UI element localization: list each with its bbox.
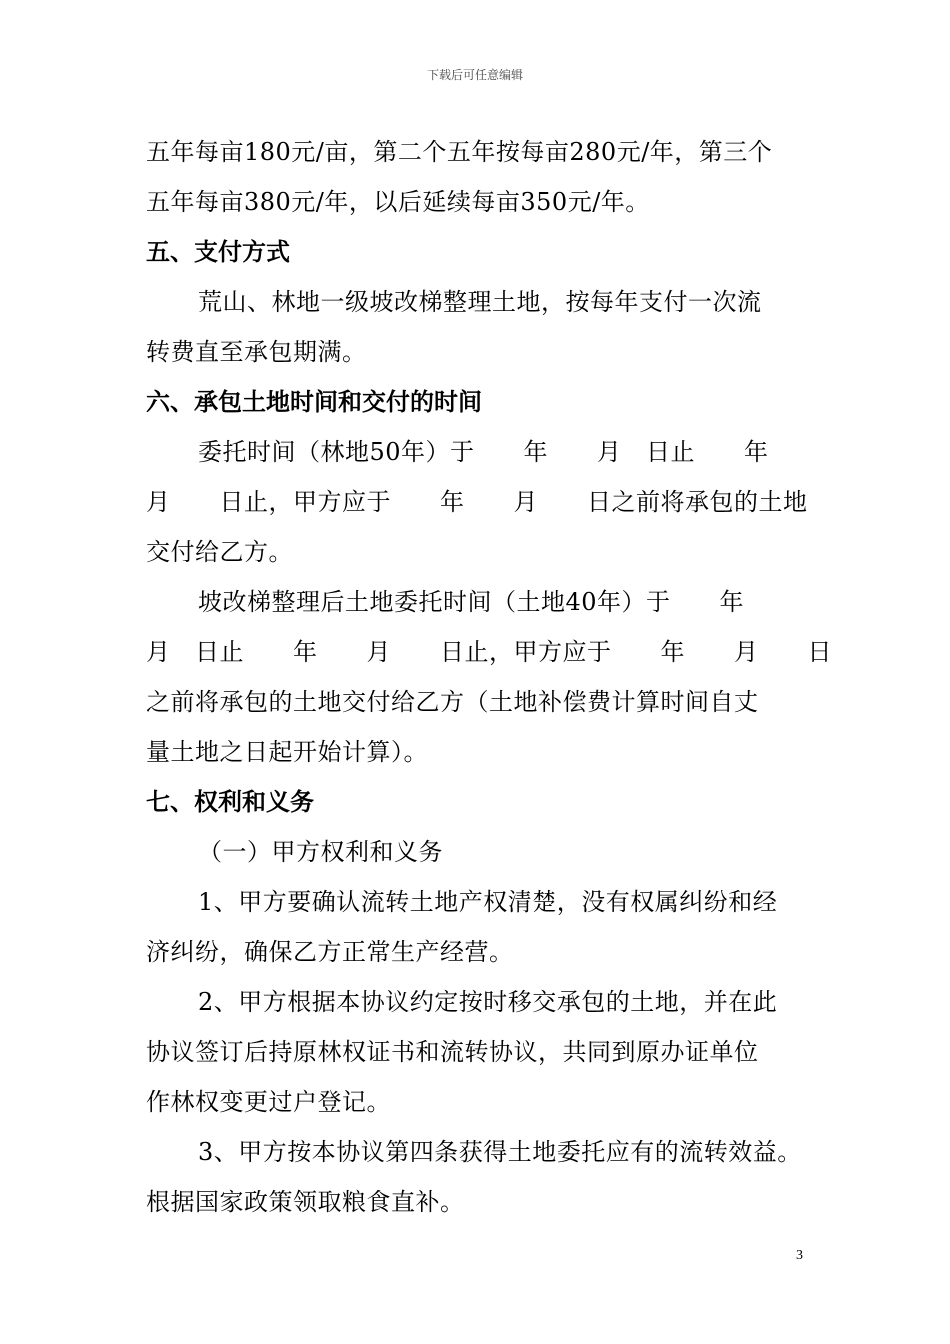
page-header: 下载后可任意编辑 [426, 68, 523, 82]
paragraph-line: 月 日止 年 月 日止，甲方应于 年 月 日 [146, 638, 832, 666]
document-body [146, 127, 832, 1227]
paragraph-line: 月 日止，甲方应于 年 月 日之前将承包的土地 [146, 488, 808, 516]
paragraph-line: 交付给乙方。 [146, 538, 293, 566]
page-number: 3 [796, 1248, 803, 1263]
paragraph-line: 五年每亩380元/年，以后延续每亩350元/年。 [146, 188, 650, 216]
section-heading-rights-obligations: 七、权利和义务 [146, 788, 314, 816]
paragraph-line: 3、甲方按本协议第四条获得土地委托应有的流转效益。 [198, 1138, 802, 1166]
subsection-heading-party-a: （一）甲方权利和义务 [198, 838, 443, 866]
section-heading-delivery-time: 六、承包土地时间和交付的时间 [146, 388, 482, 416]
paragraph-line: 之前将承包的土地交付给乙方（土地补偿费计算时间自丈 [146, 688, 759, 716]
paragraph-line: 荒山、林地一级坡改梯整理土地，按每年支付一次流 [198, 288, 762, 316]
paragraph-line: 五年每亩180元/亩，第二个五年按每亩280元/年，第三个 [146, 138, 773, 166]
paragraph-line: 根据国家政策领取粮食直补。 [146, 1188, 465, 1216]
paragraph-line: 1、甲方要确认流转土地产权清楚，没有权属纠纷和经 [198, 888, 778, 916]
paragraph-line: 2、甲方根据本协议约定按时移交承包的土地，并在此 [198, 988, 778, 1016]
section-heading-payment-method: 五、支付方式 [146, 238, 290, 266]
paragraph-line: 转费直至承包期满。 [146, 338, 367, 366]
paragraph-line: 坡改梯整理后土地委托时间（土地40年）于 年 [198, 588, 745, 616]
paragraph-line: 作林权变更过户登记。 [146, 1088, 391, 1116]
paragraph-line: 委托时间（林地50年）于 年 月 日止 年 [198, 438, 769, 466]
paragraph-line: 协议签订后持原林权证书和流转协议，共同到原办证单位 [146, 1038, 759, 1066]
paragraph-line: 量土地之日起开始计算）。 [146, 738, 428, 766]
paragraph-line: 济纠纷，确保乙方正常生产经营。 [146, 938, 514, 966]
